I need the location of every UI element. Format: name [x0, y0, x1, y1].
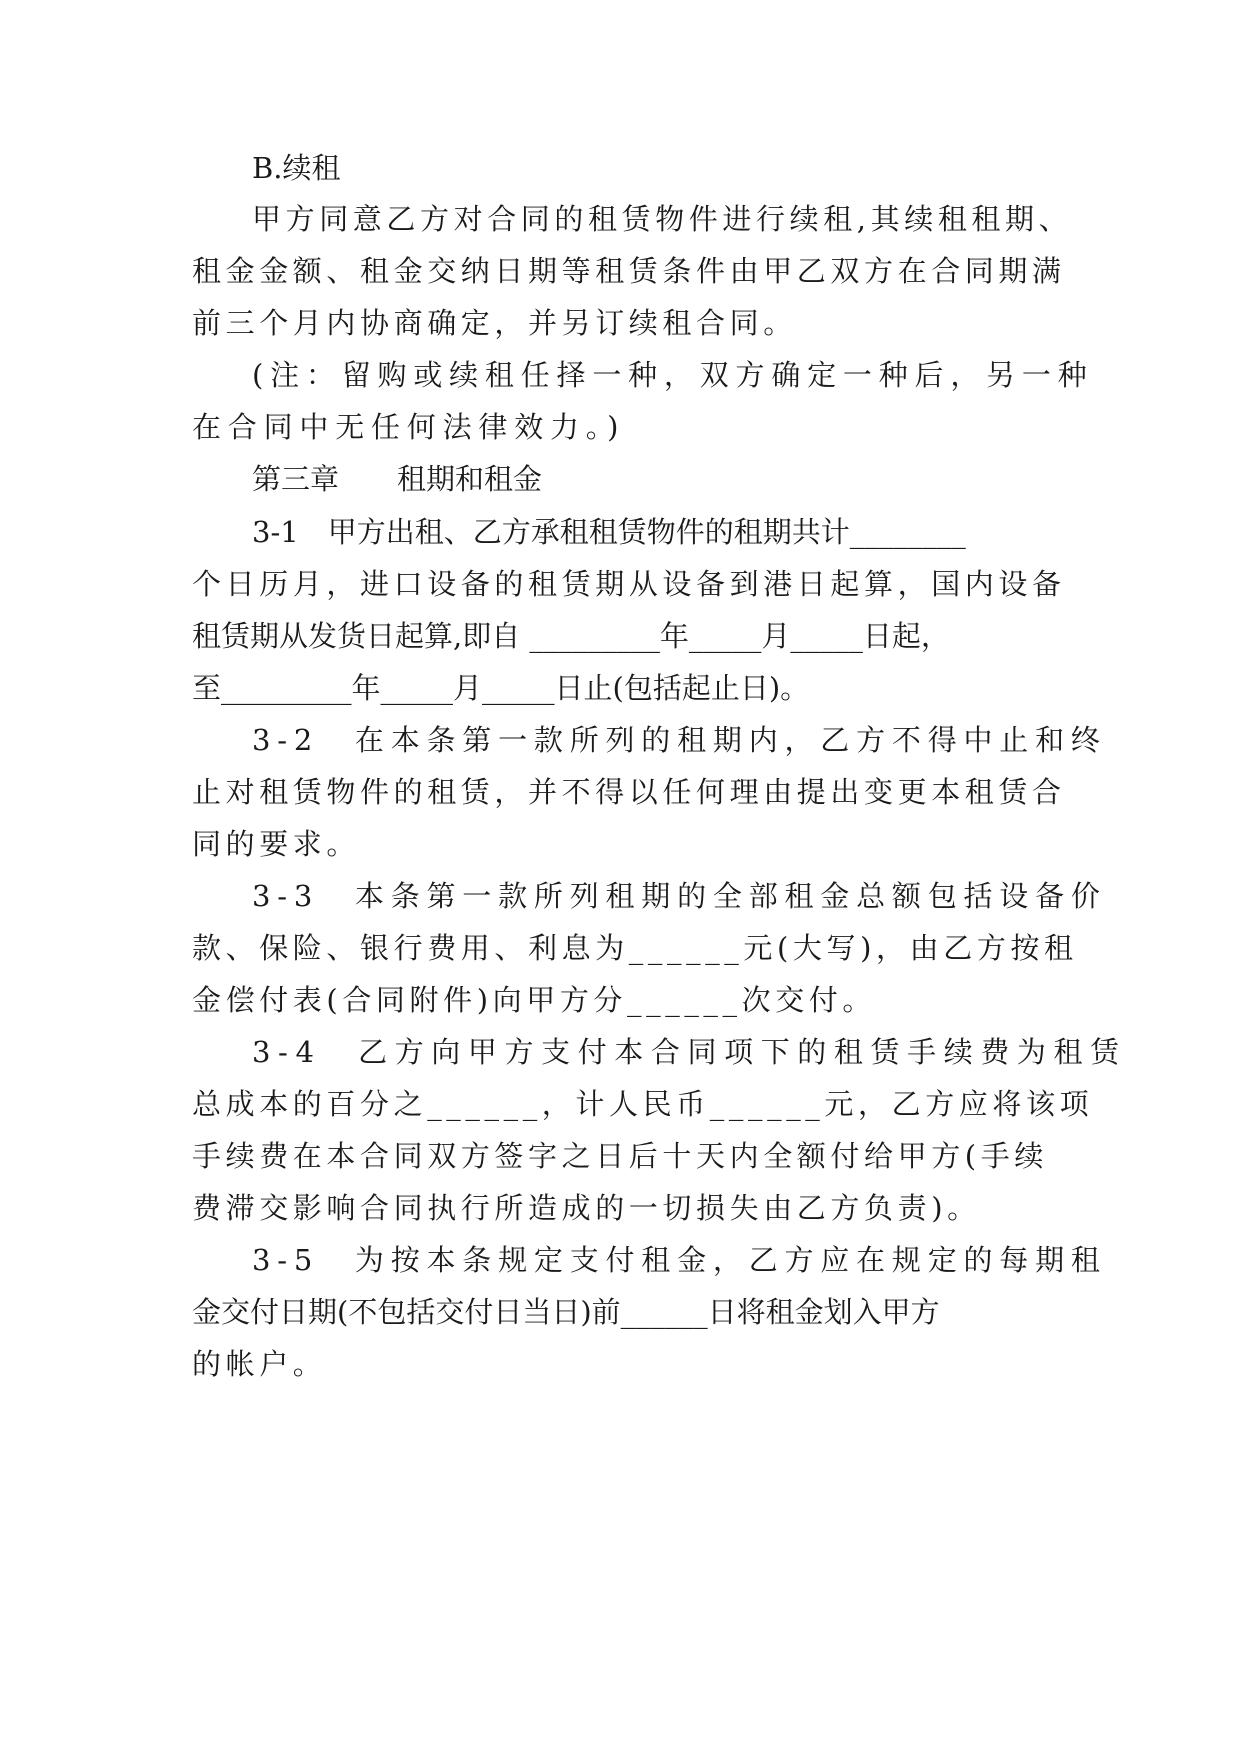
- clause-3-4-line: 总成本的百分之______，计人民币______元，乙方应将该项: [192, 1087, 1094, 1121]
- clause-3-3-line: 金偿付表(合同附件)向甲方分______次交付。: [192, 983, 877, 1017]
- clause-3-1-line: 3-1 甲方出租、乙方承租租赁物件的租期共计________: [252, 515, 966, 549]
- clause-3-1-line: 租赁期从发货日起算,即自 _________年_____月_____日起，: [192, 619, 950, 653]
- section-heading-renewal: B.续租: [252, 151, 341, 185]
- clause-3-4-line: 费滞交影响合同执行所造成的一切损失由乙方负责)。: [192, 1191, 981, 1225]
- clause-3-3-line: 3-3 本条第一款所列租期的全部租金总额包括设备价: [252, 879, 1107, 913]
- paragraph-line: 租金金额、租金交纳日期等租赁条件由甲乙双方在合同期满: [192, 254, 1066, 288]
- chapter-heading: 第三章 租期和租金: [252, 462, 543, 496]
- clause-3-2-line: 止对租赁物件的租赁，并不得以任何理由提出变更本租赁合: [192, 775, 1066, 809]
- clause-3-2-line: 同的要求。: [192, 827, 361, 861]
- note-line: (注：留购或续租任择一种，双方确定一种后，另一种: [252, 358, 1094, 392]
- clause-3-3-line: 款、保险、银行费用、利息为______元(大写)，由乙方按租: [192, 931, 1078, 965]
- note-line: 在合同中无任何法律效力。): [192, 410, 626, 444]
- clause-3-1-line: 个日历月，进口设备的租赁期从设备到港日起算，国内设备: [192, 567, 1066, 601]
- paragraph-line: 前三个月内协商确定，并另订续租合同。: [192, 306, 797, 340]
- clause-3-4-line: 手续费在本合同双方签字之日后十天内全额付给甲方(手续: [192, 1139, 1048, 1173]
- clause-3-5-line: 的帐户。: [192, 1347, 327, 1381]
- clause-3-5-line: 3-5 为按本条规定支付租金，乙方应在规定的每期租: [252, 1243, 1107, 1277]
- clause-3-2-line: 3-2 在本条第一款所列的租期内，乙方不得中止和终: [252, 723, 1107, 757]
- clause-3-4-line: 3-4 乙方向甲方支付本合同项下的租赁手续费为租赁: [252, 1035, 1127, 1069]
- paragraph-line: 甲方同意乙方对合同的租赁物件进行续租,其续租租期、: [252, 202, 1073, 236]
- clause-3-5-line: 金交付日期(不包括交付日当日)前______日将租金划入甲方: [192, 1295, 940, 1329]
- clause-3-1-line: 至_________年_____月_____日止(包括起止日)。: [192, 671, 810, 705]
